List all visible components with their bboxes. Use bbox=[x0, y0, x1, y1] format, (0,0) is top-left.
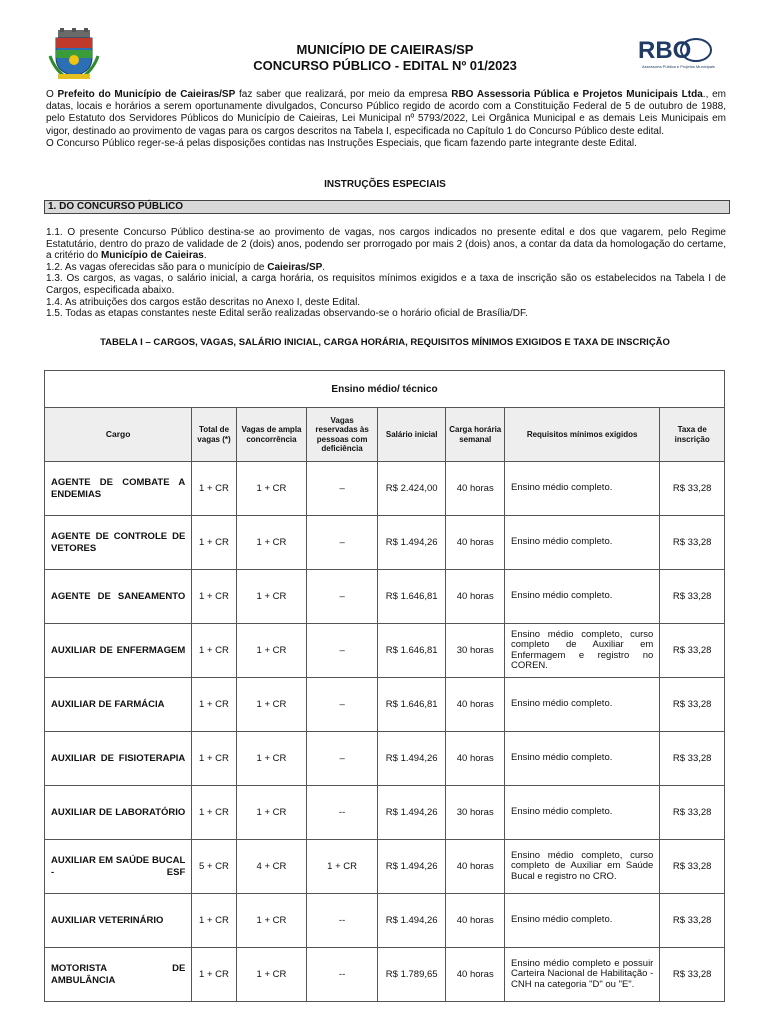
cell-carga: 40 horas bbox=[446, 840, 505, 894]
cell-ampla: 1 + CR bbox=[236, 516, 307, 570]
cell-requisitos: Ensino médio completo, curso completo de Auxiliar em Enfermagem e registro no COREN. bbox=[504, 624, 659, 678]
table-row bbox=[45, 678, 725, 732]
column-header-cargo: Cargo bbox=[45, 408, 192, 462]
cell-taxa: R$ 33,28 bbox=[660, 678, 725, 732]
cell-taxa: R$ 33,28 bbox=[660, 462, 725, 516]
cell-carga: 40 horas bbox=[446, 732, 505, 786]
cell-cargo: AGENTE DE CONTROLE DE VETORES bbox=[45, 516, 192, 570]
cell-taxa: R$ 33,28 bbox=[660, 570, 725, 624]
cell-pcd: -- bbox=[307, 948, 378, 1002]
cell-carga: 40 horas bbox=[446, 894, 505, 948]
table-row bbox=[45, 732, 725, 786]
column-header-carga: Carga horária semanal bbox=[446, 408, 505, 462]
intro-paragraph-2: O Concurso Público reger-se-á pelas disposições contidas nas Instruções Especiais, que ficam fazendo parte integrante deste Edital. bbox=[46, 137, 637, 149]
document-title-line1: MUNICÍPIO DE CAIEIRAS/SP bbox=[296, 42, 474, 57]
cell-cargo: AUXILIAR DE LABORATÓRIO bbox=[45, 786, 192, 840]
cell-ampla: 1 + CR bbox=[236, 678, 307, 732]
cell-salario: R$ 1.646,81 bbox=[377, 624, 446, 678]
item-1-3: 1.3. Os cargos, as vagas, o salário inicial, a carga horária, os requisitos mínimos exigidos e a taxa de inscrição são os estabelecidos na Tabela I de Cargos, especificada abaixo. bbox=[46, 273, 726, 296]
cell-total: 1 + CR bbox=[192, 624, 236, 678]
cell-salario: R$ 1.494,26 bbox=[377, 786, 446, 840]
cell-total: 1 + CR bbox=[192, 570, 236, 624]
cell-ampla: 1 + CR bbox=[236, 624, 307, 678]
item-1-1: 1.1. O presente Concurso Público destina-se ao provimento de vagas, nos cargos indicados no presente edital e dos que vagarem, pelo Regime Estatutário, dentro do prazo de validade de 2 (dois) anos, podendo ser prorrogado por mais 2 (dois) anos, a contar da data da homologação do certame, a critério do Município de Caieiras. bbox=[46, 227, 726, 262]
cell-ampla: 1 + CR bbox=[236, 732, 307, 786]
cell-salario: R$ 1.494,26 bbox=[377, 894, 446, 948]
table-title: TABELA I – CARGOS, VAGAS, SALÁRIO INICIAL, CARGA HORÁRIA, REQUISITOS MÍNIMOS EXIGIDOS E TAXA DE INSCRIÇÃO bbox=[100, 337, 670, 348]
section-body bbox=[46, 227, 726, 320]
cell-requisitos: Ensino médio completo e possuir Carteira Nacional de Habilitação - CNH na categoria "D" ou "E". bbox=[504, 948, 659, 1002]
section-heading: 1. DO CONCURSO PÚBLICO bbox=[44, 200, 730, 214]
cell-carga: 30 horas bbox=[446, 786, 505, 840]
cell-total: 1 + CR bbox=[192, 462, 236, 516]
document-header bbox=[0, 20, 770, 80]
table-row bbox=[45, 840, 725, 894]
cell-requisitos: Ensino médio completo. bbox=[504, 462, 659, 516]
cell-cargo: MOTORISTA DE AMBULÂNCIA bbox=[45, 948, 192, 1002]
intro-text bbox=[46, 89, 726, 150]
item-1-4: 1.4. As atribuições dos cargos estão descritas no Anexo I, deste Edital. bbox=[46, 296, 361, 308]
cell-cargo: AUXILIAR EM SAÚDE BUCAL - ESF bbox=[45, 840, 192, 894]
cell-pcd: – bbox=[307, 732, 378, 786]
cell-cargo: AGENTE DE COMBATE A ENDEMIAS bbox=[45, 462, 192, 516]
cell-pcd: 1 + CR bbox=[307, 840, 378, 894]
cell-salario: R$ 1.789,65 bbox=[377, 948, 446, 1002]
cell-requisitos: Ensino médio completo. bbox=[504, 570, 659, 624]
cell-taxa: R$ 33,28 bbox=[660, 786, 725, 840]
cell-total: 1 + CR bbox=[192, 948, 236, 1002]
table-row bbox=[45, 516, 725, 570]
cell-salario: R$ 1.494,26 bbox=[377, 516, 446, 570]
cell-ampla: 4 + CR bbox=[236, 840, 307, 894]
table-row bbox=[45, 948, 725, 1002]
cell-carga: 30 horas bbox=[446, 624, 505, 678]
item-1-2: 1.2. As vagas oferecidas são para o município de Caieiras/SP. bbox=[46, 261, 326, 273]
cell-ampla: 1 + CR bbox=[236, 894, 307, 948]
cell-carga: 40 horas bbox=[446, 516, 505, 570]
table-row bbox=[45, 570, 725, 624]
cell-requisitos: Ensino médio completo. bbox=[504, 732, 659, 786]
cell-requisitos: Ensino médio completo. bbox=[504, 894, 659, 948]
column-header-ampla: Vagas de ampla concorrência bbox=[236, 408, 307, 462]
cell-pcd: – bbox=[307, 624, 378, 678]
cell-total: 1 + CR bbox=[192, 732, 236, 786]
rbo-logo-subtitle: Assessoria Pública e Projetos Municipais bbox=[642, 64, 715, 69]
column-header-total: Total de vagas (*) bbox=[192, 408, 236, 462]
cell-salario: R$ 2.424,00 bbox=[377, 462, 446, 516]
column-header-salario: Salário inicial bbox=[377, 408, 446, 462]
cell-taxa: R$ 33,28 bbox=[660, 948, 725, 1002]
instructions-title: INSTRUÇÕES ESPECIAIS bbox=[324, 179, 446, 190]
cell-total: 1 + CR bbox=[192, 786, 236, 840]
cell-requisitos: Ensino médio completo. bbox=[504, 516, 659, 570]
cell-pcd: -- bbox=[307, 894, 378, 948]
cell-salario: R$ 1.646,81 bbox=[377, 678, 446, 732]
cell-taxa: R$ 33,28 bbox=[660, 894, 725, 948]
cell-pcd: – bbox=[307, 570, 378, 624]
cell-carga: 40 horas bbox=[446, 570, 505, 624]
cell-ampla: 1 + CR bbox=[236, 570, 307, 624]
cell-requisitos: Ensino médio completo, curso completo de Auxiliar em Saúde Bucal e registro no CRO. bbox=[504, 840, 659, 894]
document-title-line2: CONCURSO PÚBLICO - EDITAL Nº 01/2023 bbox=[253, 58, 517, 73]
table-row bbox=[45, 894, 725, 948]
item-1-5: 1.5. Todas as etapas constantes neste Edital serão realizadas observando-se o horário oficial de Brasília/DF. bbox=[46, 308, 528, 320]
cell-taxa: R$ 33,28 bbox=[660, 624, 725, 678]
cell-salario: R$ 1.646,81 bbox=[377, 570, 446, 624]
positions-table bbox=[44, 370, 725, 1002]
cell-pcd: – bbox=[307, 678, 378, 732]
cell-taxa: R$ 33,28 bbox=[660, 840, 725, 894]
cell-pcd: -- bbox=[307, 786, 378, 840]
cell-cargo: AUXILIAR VETERINÁRIO bbox=[45, 894, 192, 948]
cell-total: 1 + CR bbox=[192, 894, 236, 948]
cell-total: 5 + CR bbox=[192, 840, 236, 894]
cell-ampla: 1 + CR bbox=[236, 786, 307, 840]
cell-pcd: – bbox=[307, 462, 378, 516]
cell-requisitos: Ensino médio completo. bbox=[504, 678, 659, 732]
cell-carga: 40 horas bbox=[446, 462, 505, 516]
cell-cargo: AUXILIAR DE ENFERMAGEM bbox=[45, 624, 192, 678]
cell-salario: R$ 1.494,26 bbox=[377, 840, 446, 894]
table-row bbox=[45, 624, 725, 678]
cell-total: 1 + CR bbox=[192, 516, 236, 570]
cell-carga: 40 horas bbox=[446, 948, 505, 1002]
cell-taxa: R$ 33,28 bbox=[660, 732, 725, 786]
intro-paragraph-1: O Prefeito do Município de Caieiras/SP faz saber que realizará, por meio da empresa RBO Assessoria Pública e Projetos Municipais Ltda., em datas, locais e horários a serem oportunamente divulgados, Concurso Público regido de acordo com a Constituição Federal de 5 de outubro de 1988, pelo Estatuto dos Servidores Públicos do Município de Caieiras, Lei Municipal nº 5793/2022, Lei Orgânica Municipal e as demais Leis Municipais em vigor, destinado ao provimento de vagas para os cargos descritos na Tabela I, especificada no Capítulo 1 do Concurso Público deste edital. bbox=[46, 89, 726, 137]
cell-salario: R$ 1.494,26 bbox=[377, 732, 446, 786]
cell-pcd: – bbox=[307, 516, 378, 570]
column-header-pcd: Vagas reservadas às pessoas com deficiência bbox=[307, 408, 378, 462]
cell-ampla: 1 + CR bbox=[236, 948, 307, 1002]
cell-taxa: R$ 33,28 bbox=[660, 516, 725, 570]
rbo-logo bbox=[636, 34, 716, 74]
cell-cargo: AGENTE DE SANEAMENTO bbox=[45, 570, 192, 624]
cell-ampla: 1 + CR bbox=[236, 462, 307, 516]
cell-carga: 40 horas bbox=[446, 678, 505, 732]
table-group-header: Ensino médio/ técnico bbox=[45, 371, 725, 408]
rbo-logo-text: RBO bbox=[638, 37, 692, 64]
cell-total: 1 + CR bbox=[192, 678, 236, 732]
column-header-taxa: Taxa de inscrição bbox=[660, 408, 725, 462]
table-row bbox=[45, 462, 725, 516]
table-row bbox=[45, 786, 725, 840]
cell-cargo: AUXILIAR DE FISIOTERAPIA bbox=[45, 732, 192, 786]
column-header-requisitos: Requisitos mínimos exigidos bbox=[504, 408, 659, 462]
cell-cargo: AUXILIAR DE FARMÁCIA bbox=[45, 678, 192, 732]
cell-requisitos: Ensino médio completo. bbox=[504, 786, 659, 840]
